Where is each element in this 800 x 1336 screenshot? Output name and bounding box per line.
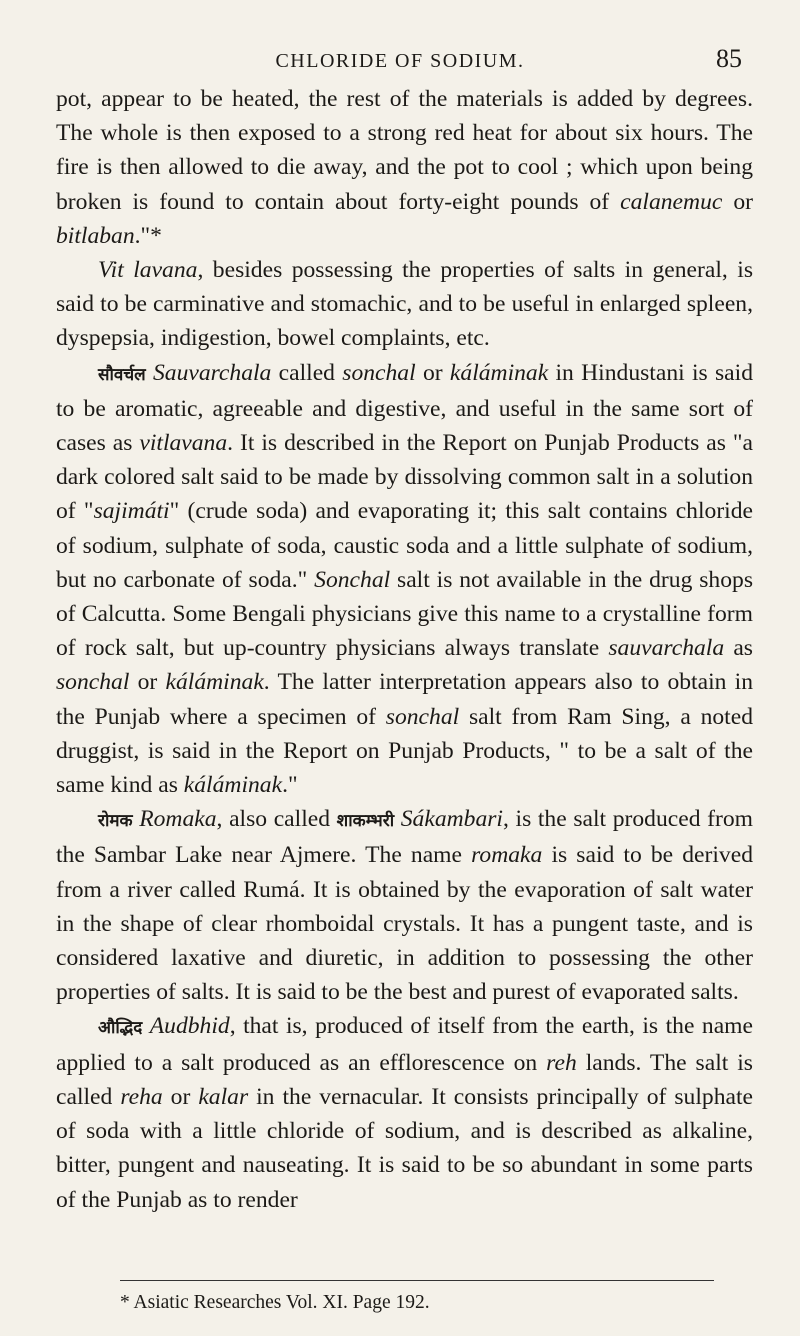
body-text [56, 82, 753, 1217]
text-run: , that is, produced of itself from the earth, is the name applied to a salt produced as an efflorescence on [56, 1013, 753, 1076]
text-run: ."* [134, 222, 162, 249]
italic-term: vitlavana [139, 430, 228, 457]
text-run: pot, appear to be heated, the rest of the materials is added by degrees. The whole is then exposed to a strong red heat for about six hours. The fire is then allowed to die away, and the pot to cool ; which upon being broken is found to contain about forty-eight pounds of [56, 86, 753, 215]
italic-term: sajimáti [93, 498, 170, 525]
italic-term: Romaka [139, 806, 217, 833]
text-run: called [271, 359, 343, 386]
sanskrit-term: औद्भिद [98, 1018, 143, 1039]
text-run: is said to be derived from a river called Rumá. It is obtained by the evaporation of salt water in the shape of clear rhomboidal crystals. It has a pungent taste, and is considered laxative and diuretic, in addition to possessing the other properties of salts. It is said to be the best and purest of evaporated salts. [56, 842, 753, 1006]
italic-term: sonchal [385, 703, 460, 730]
sanskrit-term: सौवर्चल [98, 364, 146, 385]
italic-term: Vit lavana [98, 257, 198, 284]
sanskrit-term: रोमक [98, 811, 133, 832]
italic-term: káláminak [165, 669, 264, 696]
footnote: * Asiatic Researches Vol. XI. Page 192. [120, 1292, 430, 1313]
paragraph-3 [56, 356, 753, 803]
italic-term: Sauvarchala [152, 359, 272, 386]
text-run: , is the salt produced from the Sambar Lake near Ajmere. The name [56, 806, 753, 869]
text-run: lands. The salt is called [56, 1049, 753, 1110]
italic-term: romaka [471, 842, 543, 869]
paragraph-5 [56, 1009, 753, 1216]
italic-term: bitlaban [56, 222, 135, 249]
text-run: in Hindustani is said to be aromatic, agreeable and digestive, and useful in the same sort of cases as [56, 359, 754, 457]
text-run: salt is not available in the drug shops of Calcutta. Some Bengali physicians give this name to a crystalline form of rock salt, but up-country physicians always translate [56, 566, 753, 662]
italic-term: sonchal [342, 359, 416, 386]
text-run: as [724, 635, 753, 662]
italic-term: calanemuc [620, 188, 723, 215]
sanskrit-term: शाकम्भरी [336, 811, 395, 832]
paragraph-2 [56, 253, 753, 356]
text-run: in the vernacular. It consists principally of sulphate of soda with a little chloride of sodium, and is described as alkaline, bitter, pungent and nauseating. It is said to be so abundant in some parts of the Punjab as to render [56, 1083, 753, 1213]
text-run: " (crude soda) and evaporating it; this salt contains chloride of sodium, sulphate of soda, caustic soda and a little sulphate of sodium, but no carbonate of soda." [56, 498, 754, 593]
text-run: . It is described in the Report on Punjab Products as "a dark colored salt said to be made by dissolving common salt in a solution of " [56, 430, 753, 525]
paragraph-1 [56, 82, 753, 253]
italic-term: Sonchal [314, 566, 391, 593]
text-run: ." [282, 772, 298, 799]
text-run: salt from Ram Sing, a noted druggist, is said in the Report on Punjab Products, " to be a salt of the same kind as [56, 703, 753, 799]
italic-term: sauvarchala [608, 635, 725, 662]
italic-term: káláminak [449, 359, 549, 386]
italic-term: kalar [198, 1083, 249, 1110]
text-run: , besides possessing the properties of salts in general, is said to be carminative and stomachic, and to be useful in enlarged spleen, dyspepsia, indigestion, bowel complaints, etc. [56, 257, 754, 352]
text-run: . The latter interpretation appears also to obtain in the Punjab where a specimen of [56, 669, 754, 730]
italic-term: káláminak [183, 772, 283, 799]
text-run: or [162, 1083, 199, 1110]
italic-term: reha [120, 1083, 163, 1110]
italic-term: sonchal [56, 669, 130, 696]
page-header [0, 44, 800, 80]
running-head: CHLORIDE OF SODIUM. [275, 50, 525, 72]
page-number: 85 [716, 44, 742, 73]
paragraph-4 [56, 802, 753, 1009]
text-run: or [722, 188, 753, 215]
italic-term: Sákambari [400, 806, 503, 833]
text-run: , also called [216, 806, 337, 833]
italic-term: Audbhid [149, 1013, 230, 1040]
text-run: or [129, 669, 166, 696]
footnote-rule [120, 1280, 714, 1281]
text-run: or [415, 359, 450, 386]
italic-term: reh [546, 1049, 577, 1076]
